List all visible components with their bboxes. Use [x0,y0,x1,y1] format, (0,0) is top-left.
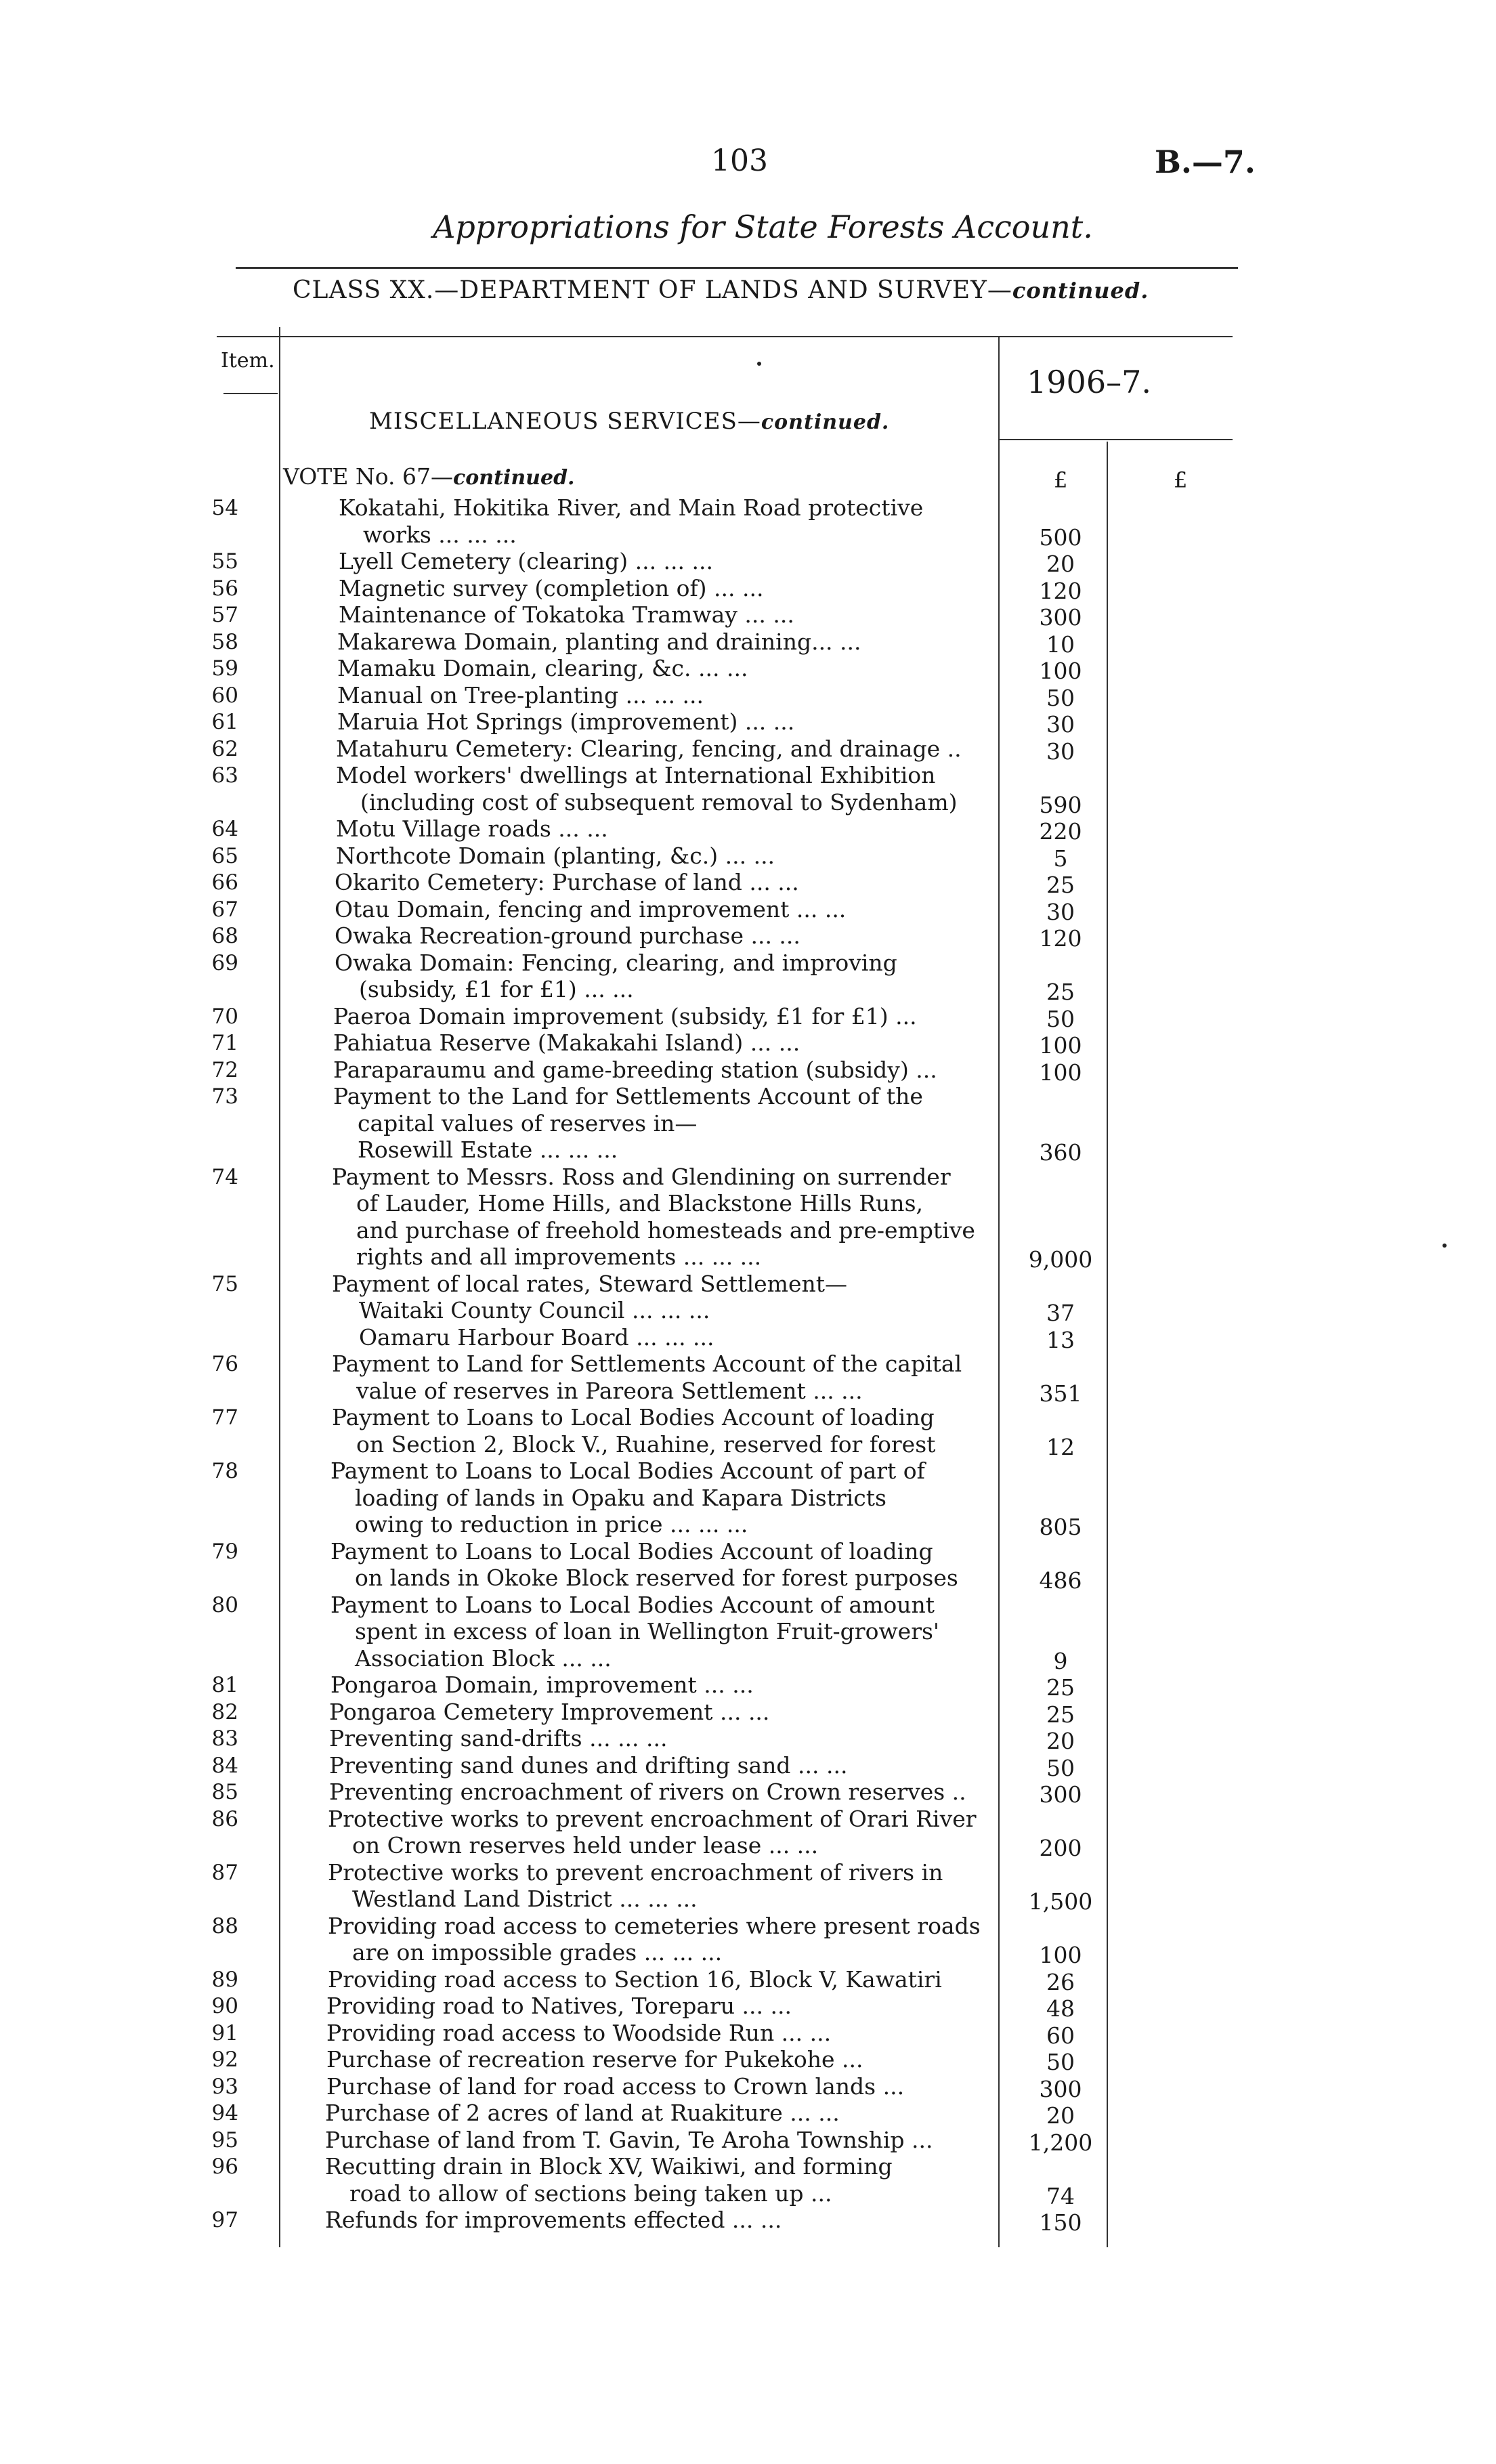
item-number: 65 [211,843,238,868]
item-amount: 120 [1039,925,1082,952]
item-amount: 25 [1046,1674,1075,1701]
item-number: 75 [211,1271,238,1296]
item-amount: 30 [1046,711,1075,738]
item-number: 56 [211,576,238,601]
item-description [326,2020,831,2047]
item-description [326,1993,792,2020]
item-description [330,1592,939,1672]
item-number: 96 [211,2154,238,2179]
description-line: Payment to Loans to Local Bodies Account of amount [330,1591,935,1618]
description-line: Purchase of recreation reserve for Pukekohe ... [326,2046,863,2073]
description-line: Owaka Domain: Fencing, clearing, and improving [335,949,897,976]
year-header-rule [1000,439,1233,440]
item-description [333,1003,917,1030]
item-column-divider [279,327,280,2247]
description-line: Makarewa Domain, planting and draining... ... [337,628,861,655]
description-line: Preventing encroachment of rivers on Crown reserves .. [329,1779,966,1805]
item-number: 86 [211,1806,238,1831]
page-number: 103 [711,144,768,178]
description-line: works ... ... ... [363,521,517,548]
item-description [336,815,608,843]
item-description [330,1538,958,1592]
item-description [328,1859,943,1913]
item-amount: 500 [1039,524,1082,551]
item-description [335,896,846,923]
description-line: Preventing sand dunes and drifting sand ... ... [329,1751,848,1779]
description-line: Payment to Loans to Local Bodies Account of loading [330,1537,933,1565]
item-number: 84 [211,1753,238,1778]
item-amount: 5 [1053,845,1068,872]
item-number: 70 [211,1004,238,1029]
description-line: Protective works to prevent encroachment of rivers in [328,1858,943,1886]
item-number: 92 [211,2047,238,2072]
description-line: Purchase of 2 acres of land at Ruakiture ... ... [325,2100,840,2126]
item-amount: 300 [1039,604,1082,631]
item-number: 78 [211,1459,238,1483]
item-number: 94 [211,2101,238,2125]
item-amount: 100 [1039,1059,1082,1086]
item-number: 59 [211,656,238,681]
description-line: Pahiatua Reserve (Makakahi Island) ... ... [333,1029,800,1056]
vote-heading: VOTE No. 67—continued. [283,463,575,490]
item-amount: 120 [1039,577,1082,604]
item-description [333,1057,937,1084]
item-description [332,1164,975,1271]
description-line: are on impossible grades ... ... ... [352,1939,723,1966]
item-description [335,922,800,950]
description-line: road to allow of sections being taken up ... [349,2180,832,2207]
item-description [330,1458,925,1538]
item-amount: 1,500 [1028,1888,1093,1915]
section-heading: MISCELLANEOUS SERVICES—continued. [369,408,890,435]
item-amount: 351 [1039,1380,1082,1407]
description-line: loading of lands in Opaku and Kapara Districts [355,1484,886,1511]
description-line: Northcote Domain (planting, &c.) ... ... [336,842,775,869]
item-number: 68 [211,924,238,948]
item-amount: 10 [1046,631,1075,658]
item-amount: 486 [1039,1567,1082,1594]
item-amount: 26 [1046,1968,1075,1995]
item-description [328,1966,942,1993]
item-amount: 50 [1046,2049,1075,2075]
item-amount: 1,200 [1028,2129,1093,2156]
item-amount: 12 [1046,1433,1075,1460]
description-line: Payment to Land for Settlements Account of the capital [332,1351,962,1377]
item-amount: 37 [1046,1300,1075,1326]
item-description [328,1806,977,1859]
item-description [336,736,962,763]
stray-mark [757,362,761,366]
description-line: Payment of local rates, Steward Settlement— [332,1270,847,1297]
item-number: 82 [211,1699,238,1724]
item-description [339,494,923,548]
description-line: Purchase of land from T. Gavin, Te Aroha Township ... [325,2126,933,2153]
description-line: (subsidy, £1 for £1) ... ... [359,976,634,1002]
item-description [337,655,748,682]
item-description [329,1779,966,1806]
description-line: Maintenance of Tokatoka Tramway ... ... [339,601,794,628]
item-amount: 50 [1046,1754,1075,1781]
description-line: Otau Domain, fencing and improvement ... ... [335,895,847,922]
item-description [325,2207,782,2234]
item-number: 80 [211,1592,238,1617]
item-amount: 9 [1053,1647,1068,1674]
description-line: Lyell Cemetery (clearing) ... ... ... [339,548,713,574]
title-rule [236,267,1238,269]
item-amount: 805 [1039,1514,1082,1540]
description-line: Matahuru Cemetery: Clearing, fencing, and drainage .. [336,735,962,762]
item-number: 61 [211,710,238,734]
page-title: Appropriations for State Forests Account. [433,209,1093,245]
item-number: 93 [211,2074,238,2099]
item-description [337,629,861,656]
description-line: Recutting drain in Block XV, Waikiwi, and forming [325,2153,893,2180]
item-number: 54 [211,496,238,520]
description-line: Rosewill Estate ... ... ... [358,1137,618,1163]
item-description [332,1351,962,1404]
item-description [333,1029,800,1057]
item-column-header: Item. [221,349,275,373]
description-line: Protective works to prevent encroachment of Orari River [328,1805,977,1832]
item-amount: 30 [1046,738,1075,765]
description-line: capital values of reserves in— [358,1109,698,1137]
item-description [339,548,713,575]
item-number: 85 [211,1780,238,1804]
item-number: 55 [211,549,238,574]
description-line: value of reserves in Pareora Settlement ... ... [356,1377,863,1404]
item-number: 67 [211,897,238,922]
description-line: owing to reduction in price ... ... ... [355,1511,748,1537]
item-amount: 74 [1046,2182,1075,2209]
description-line: Refunds for improvements effected ... ... [325,2207,782,2233]
item-number: 58 [211,629,238,654]
item-amount: 220 [1039,818,1082,845]
description-line: on Section 2, Block V., Ruahine, reserved for forest [356,1430,936,1458]
description-line: on Crown reserves held under lease ... ... [352,1832,819,1858]
item-amount: 20 [1046,551,1075,577]
item-description [333,1083,923,1164]
description-line: Preventing sand-drifts ... ... ... [329,1725,668,1751]
table-top-rule [217,336,1233,337]
item-description [329,1752,847,1779]
item-amount: 25 [1046,872,1075,898]
item-description [330,1672,754,1699]
description-line: Paeroa Domain improvement (subsidy, £1 for £1) ... [333,1002,917,1029]
item-number: 90 [211,1994,238,2018]
item-number: 63 [211,763,238,788]
item-amount: 100 [1039,1942,1082,1968]
description-line: Mamaku Domain, clearing, &c. ... ... [337,655,748,681]
description-line: Paraparaumu and game-breeding station (subsidy) ... [333,1056,937,1083]
description-line: Payment to Loans to Local Bodies Account of part of [330,1458,925,1484]
item-number: 87 [211,1860,238,1885]
item-description [337,682,704,709]
description-line: Model workers' dwellings at International Exhibition [336,762,936,788]
description-line: Waitaki County Council ... ... ... [359,1297,710,1323]
item-amount: 25 [1046,979,1075,1005]
description-line: Providing road access to Woodside Run ... ... [326,2019,832,2046]
item-amount: 9,000 [1028,1246,1093,1273]
item-description [332,1271,847,1351]
item-number: 64 [211,817,238,841]
item-amount: 200 [1039,1835,1082,1861]
item-number: 60 [211,683,238,708]
item-amount: 300 [1039,2075,1082,2102]
item-amount: 48 [1046,1995,1075,2022]
description-line: and purchase of freehold homesteads and pre-emptive [356,1216,975,1244]
item-number: 66 [211,870,238,895]
description-line: Magnetic survey (completion of) ... ... [339,574,764,601]
item-description [329,1699,769,1726]
item-amount: 25 [1046,1701,1075,1728]
item-description [325,2153,893,2207]
item-number: 72 [211,1057,238,1082]
description-line: Oamaru Harbour Board ... ... ... [359,1323,714,1351]
item-number: 62 [211,736,238,761]
page-reference: B.—7. [1155,144,1256,180]
item-number: 73 [211,1084,238,1109]
description-line: Owaka Recreation-ground purchase ... ... [335,922,800,949]
description-line: of Lauder, Home Hills, and Blackstone Hills Runs, [356,1190,923,1216]
description-line: Motu Village roads ... ... [336,815,608,842]
year-column-header: 1906–7. [1027,364,1151,400]
item-description [326,2073,904,2100]
description-line: Manual on Tree-planting ... ... ... [337,681,704,708]
description-line: Purchase of land for road access to Crown lands ... [326,2073,905,2100]
item-number: 83 [211,1726,238,1751]
item-amount: 100 [1039,658,1082,684]
item-description [332,1404,935,1458]
item-number: 81 [211,1673,238,1697]
item-description [339,601,794,629]
description-line: spent in excess of loan in Wellington Fruit-growers' [355,1618,939,1644]
description-line: Pongaroa Cemetery Improvement ... ... [329,1698,770,1725]
item-description [339,575,763,602]
description-line: rights and all improvements ... ... ... [356,1244,762,1270]
description-line: on lands in Okoke Block reserved for forest purposes [355,1565,958,1591]
item-number: 57 [211,603,238,627]
item-amount: 100 [1039,1032,1082,1059]
item-description [335,950,897,1003]
item-number: 77 [211,1405,238,1430]
item-amount: 13 [1046,1326,1075,1353]
item-amount: 20 [1046,2102,1075,2129]
description-line: Pongaroa Domain, improvement ... ... [330,1672,754,1698]
item-description [328,1913,981,1966]
item-description [329,1725,668,1752]
item-amount: 300 [1039,1781,1082,1808]
description-line: (including cost of subsequent removal to Sydenham) [360,788,958,815]
item-number: 91 [211,2020,238,2045]
item-number: 74 [211,1164,238,1189]
description-line: Providing road access to Section 16, Block V, Kawatiri [328,1966,942,1993]
description-line: Providing road access to cemeteries where present roads [328,1912,981,1939]
item-number: 89 [211,1967,238,1992]
item-amount: 30 [1046,898,1075,925]
item-number: 97 [211,2208,238,2232]
item-amount: 360 [1039,1139,1082,1166]
item-description [337,708,794,736]
item-description [336,843,775,870]
description-line: Payment to Messrs. Ross and Glendining on surrender [332,1163,951,1190]
item-amount: 60 [1046,2022,1075,2049]
amount-column-left-divider [998,336,1000,2247]
item-number: 76 [211,1352,238,1376]
currency-label: £ [1174,467,1188,493]
item-amount: 50 [1046,1005,1075,1032]
currency-label: £ [1054,467,1068,493]
stray-mark [1442,1244,1447,1248]
item-header-rule [223,393,278,394]
item-amount: 50 [1046,684,1075,711]
description-line: Providing road to Natives, Toreparu ... ... [326,1993,792,2019]
description-line: Kokatahi, Hokitika River, and Main Road protective [339,494,924,521]
item-amount: 590 [1039,791,1082,818]
description-line: Westland Land District ... ... ... [352,1886,698,1912]
item-description [326,2046,863,2073]
item-amount: 150 [1039,2209,1082,2236]
item-amount: 20 [1046,1728,1075,1754]
item-number: 69 [211,950,238,975]
item-description [335,869,799,896]
item-number: 95 [211,2127,238,2152]
item-number: 79 [211,1539,238,1564]
item-number: 88 [211,1913,238,1938]
class-heading: CLASS XX.—DEPARTMENT OF LANDS AND SURVEY—continued. [293,276,1149,304]
item-number: 71 [211,1031,238,1055]
item-description [325,2100,840,2127]
description-line: Okarito Cemetery: Purchase of land ... ... [335,869,799,895]
description-line: Association Block ... ... [355,1644,612,1672]
item-description [336,762,958,815]
description-line: Payment to Loans to Local Bodies Account of loading [332,1404,935,1430]
description-line: Payment to the Land for Settlements Account of the [333,1083,923,1109]
description-line: Maruia Hot Springs (improvement) ... ... [337,708,795,735]
item-description [325,2127,933,2154]
